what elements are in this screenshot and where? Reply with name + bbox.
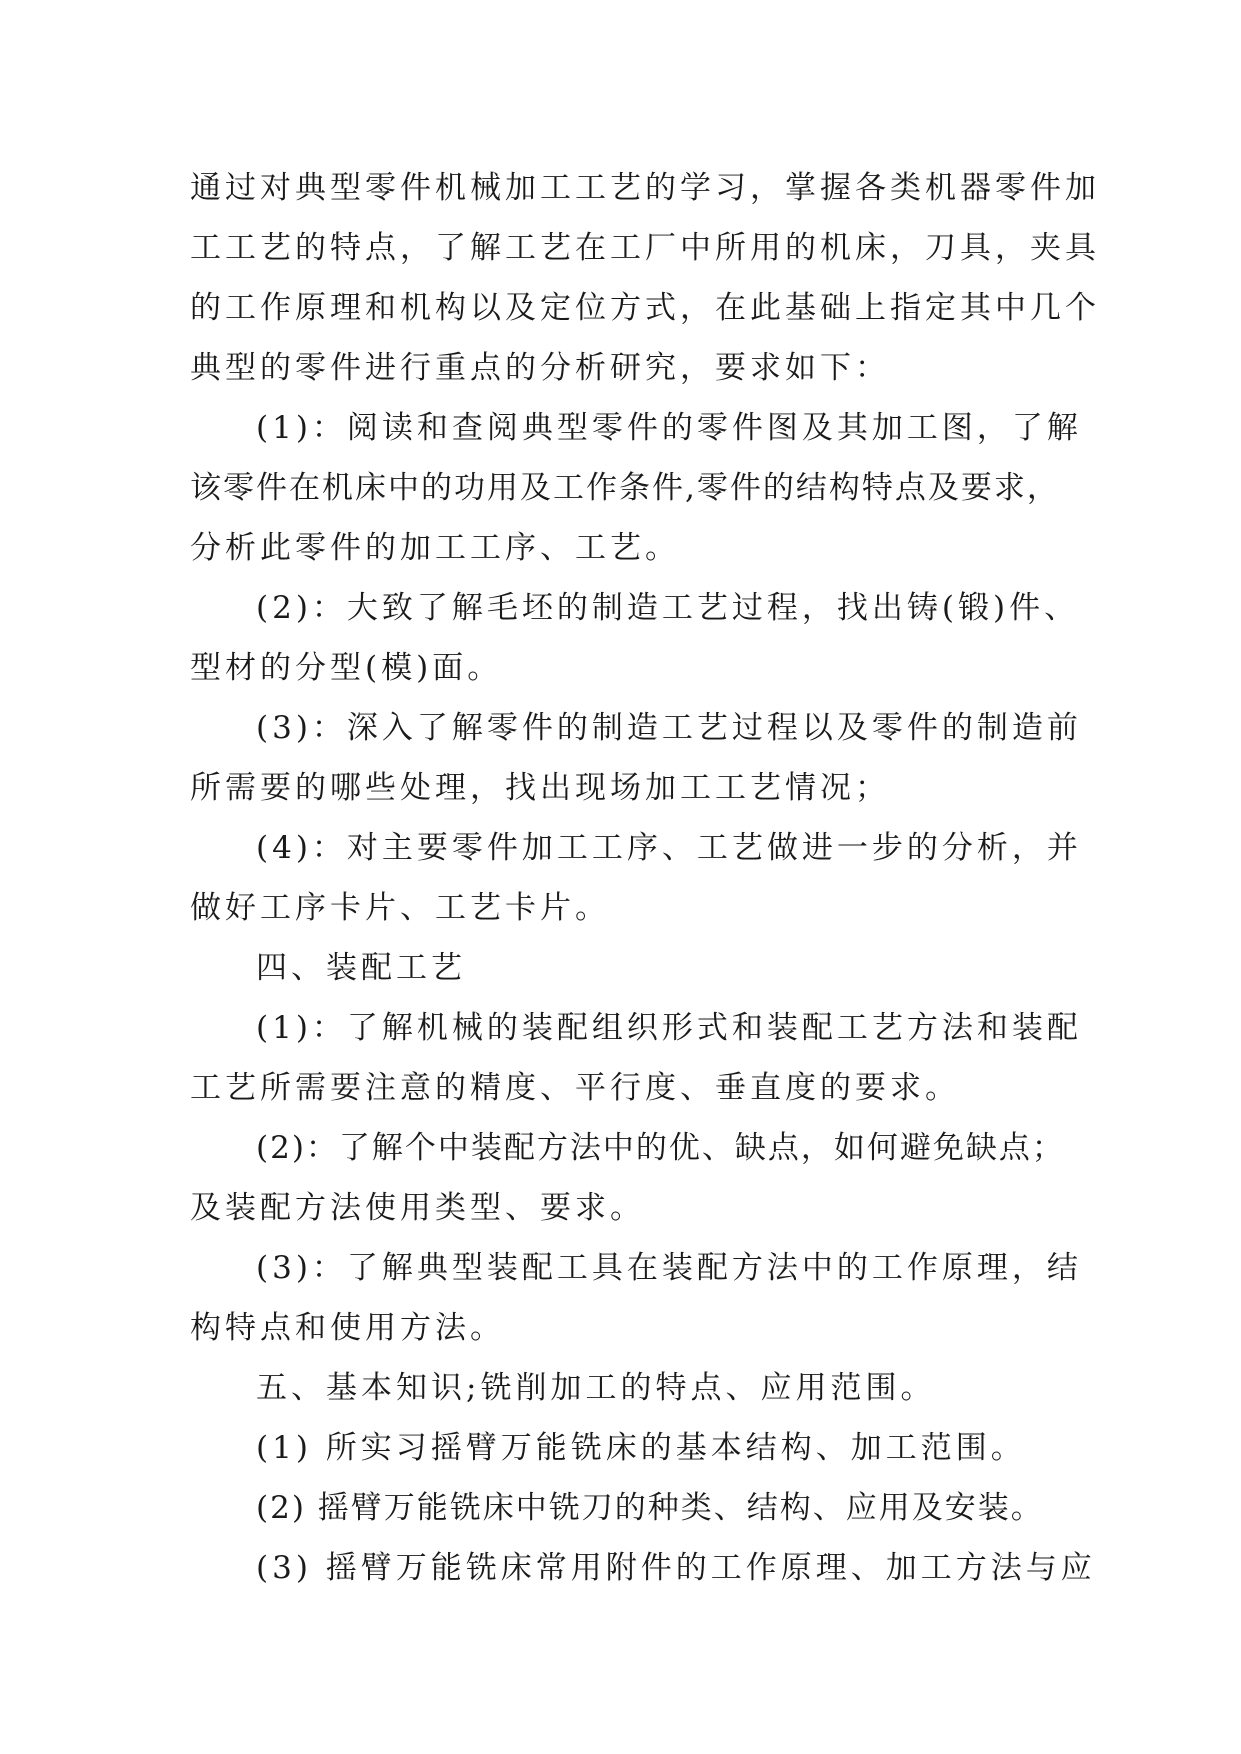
document-body [190, 158, 1100, 1598]
text-line: (2)：了解个中装配方法中的优、缺点，如何避免缺点； [256, 1130, 1065, 1166]
text-line: 该零件在机床中的功用及工作条件,零件的结构特点及要求， [190, 470, 1060, 506]
section-heading: 四、装配工艺 [256, 950, 466, 986]
text-line: (1)：了解机械的装配组织形式和装配工艺方法和装配 [256, 1010, 1082, 1046]
text-line: 构特点和使用方法。 [190, 1310, 505, 1346]
text-line: 工艺所需要注意的精度、平行度、垂直度的要求。 [190, 1070, 960, 1106]
text-line: 做好工序卡片、工艺卡片。 [190, 890, 610, 926]
section-heading: 五、基本知识;铣削加工的特点、应用范围。 [256, 1370, 936, 1406]
text-line: 通过对典型零件机械加工工艺的学习，掌握各类机器零件加 [190, 170, 1100, 206]
text-line: 型材的分型(模)面。 [190, 650, 503, 686]
text-line: 的工作原理和机构以及定位方式，在此基础上指定其中几个 [190, 290, 1100, 326]
text-line: 及装配方法使用类型、要求。 [190, 1190, 645, 1226]
text-line: (3)：深入了解零件的制造工艺过程以及零件的制造前 [256, 710, 1082, 746]
text-line: 典型的零件进行重点的分析研究，要求如下： [190, 350, 890, 386]
text-line: 工工艺的特点，了解工艺在工厂中所用的机床，刀具，夹具 [190, 230, 1100, 266]
text-line: (1) 所实习摇臂万能铣床的基本结构、加工范围。 [256, 1430, 1026, 1466]
text-line: (4)：对主要零件加工工序、工艺做进一步的分析，并 [256, 830, 1082, 866]
text-line: (2) 摇臂万能铣床中铣刀的种类、结构、应用及安装。 [256, 1490, 1044, 1526]
text-line: (3)：了解典型装配工具在装配方法中的工作原理，结 [256, 1250, 1082, 1286]
text-line: 所需要的哪些处理，找出现场加工工艺情况； [190, 770, 890, 806]
text-line: (3) 摇臂万能铣床常用附件的工作原理、加工方法与应 [256, 1550, 1096, 1586]
text-line: (1)：阅读和查阅典型零件的零件图及其加工图，了解 [256, 410, 1082, 446]
text-line: 分析此零件的加工工序、工艺。 [190, 530, 680, 566]
text-line: (2)：大致了解毛坯的制造工艺过程，找出铸(锻)件、 [256, 590, 1080, 626]
